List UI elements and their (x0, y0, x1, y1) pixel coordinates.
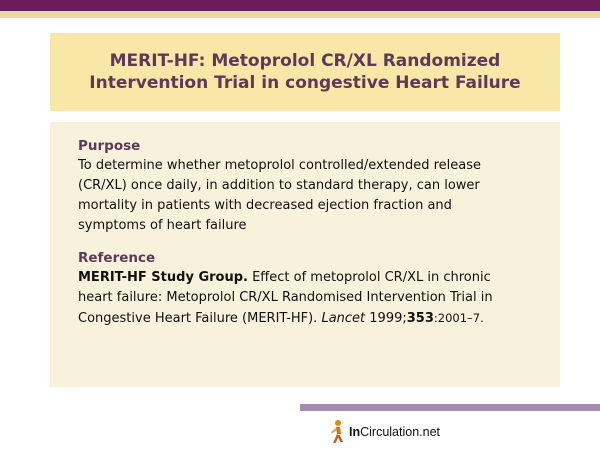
reference-volume: 353 (406, 311, 434, 326)
slide-title (65, 50, 544, 94)
purpose-line: symptoms of heart failure (78, 218, 247, 233)
slide-title-line-2: Intervention Trial in congestive Heart Failure (89, 73, 521, 93)
reference-year: 1999; (365, 311, 407, 326)
content-panel (50, 122, 560, 387)
top-accent-stripe (0, 11, 600, 18)
logo-text-rest: Circulation.net (360, 425, 441, 439)
reference-pages: :2001–7. (433, 311, 484, 325)
purpose-line: (CR/XL) once daily, in addition to standard therapy, can lower (78, 178, 480, 193)
reference-journal: Lancet (321, 311, 366, 326)
reference-line-1 (78, 268, 538, 288)
running-figure-icon (326, 419, 346, 445)
purpose-section (78, 136, 538, 236)
slide-title-line-1: MERIT-HF: Metoprolol CR/XL Randomized (109, 51, 501, 71)
bottom-accent-bar (300, 404, 600, 411)
reference-title-part-3: Congestive Heart Failure (MERIT-HF). (78, 311, 322, 326)
reference-heading: Reference (78, 250, 156, 266)
purpose-heading: Purpose (78, 138, 141, 154)
reference-section (78, 248, 538, 329)
reference-title-part-1: Effect of metoprolol CR/XL in chronic (247, 270, 491, 285)
reference-line-2: heart failure: Metoprolol CR/XL Randomised Intervention Trial in (78, 290, 493, 305)
content-body (78, 136, 538, 341)
reference-line-3 (78, 308, 538, 329)
logo-text-in: In (349, 425, 361, 439)
top-accent-bar (0, 0, 600, 11)
reference-author: MERIT-HF Study Group. (78, 270, 248, 285)
title-panel (50, 33, 560, 111)
incirculation-logo (326, 418, 440, 446)
purpose-line: mortality in patients with decreased ejection fraction and (78, 198, 452, 213)
purpose-line: To determine whether metoprolol controlled/extended release (78, 158, 482, 173)
